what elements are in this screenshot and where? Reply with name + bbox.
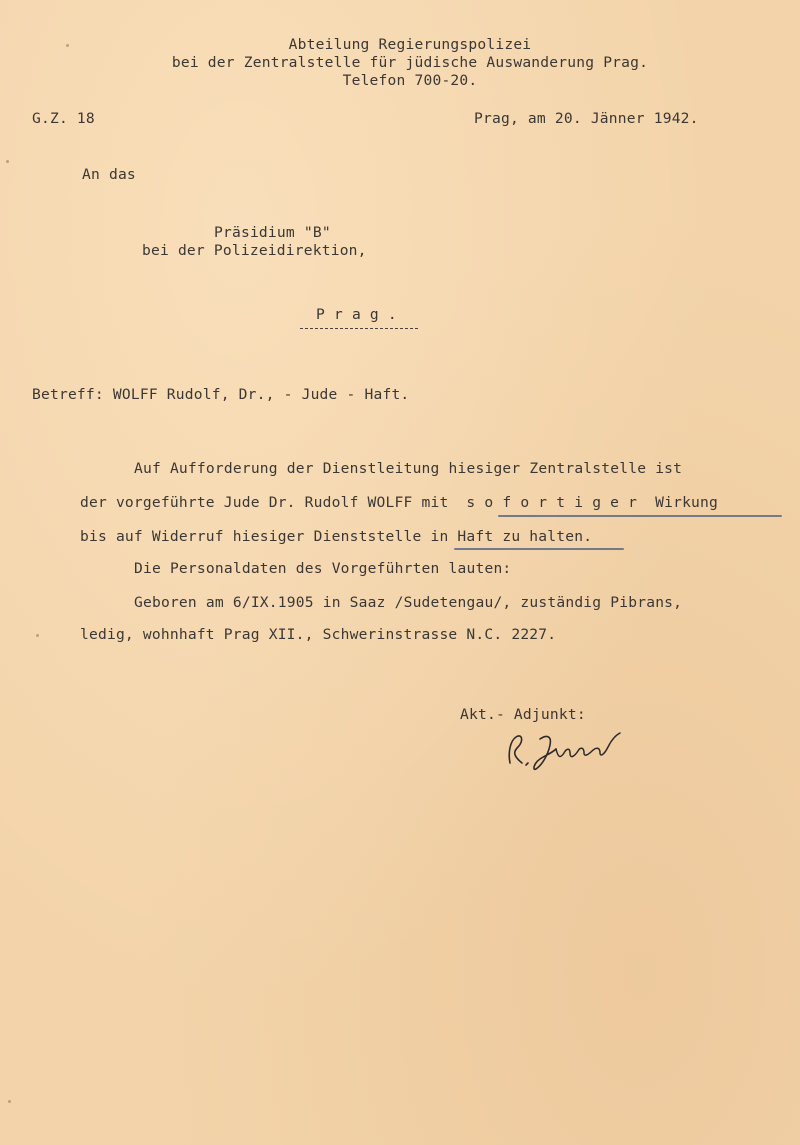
recipient-office: Präsidium "B" (214, 224, 331, 241)
letter-date: Prag, am 20. Jänner 1942. (474, 110, 699, 127)
recipient-city-underline (300, 328, 418, 329)
handwritten-signature (500, 725, 630, 775)
paper-speck (6, 160, 9, 163)
recipient-salutation: An das (82, 166, 136, 183)
signature-title: Akt.- Adjunkt: (460, 706, 586, 723)
body-line-5: Geboren am 6/IX.1905 in Saaz /Sudetengau/, zuständig Pibrans, (134, 594, 683, 611)
body-line-2: der vorgeführte Jude Dr. Rudolf WOLFF mit s o f o r t i g e r Wirkung (80, 494, 719, 511)
recipient-directorate: bei der Polizeidirektion, (142, 242, 367, 259)
recipient-city: P r a g . (316, 306, 397, 323)
subject-line: Betreff: WOLFF Rudolf, Dr., - Jude - Haft. (32, 386, 410, 403)
paper-speck (66, 44, 69, 47)
body-line-3: bis auf Widerruf hiesiger Dienststelle in Haft zu halten. (80, 528, 593, 545)
header-department: Abteilung Regierungspolizei (288, 36, 532, 53)
pencil-underline-detention (454, 548, 624, 550)
pencil-underline-immediate (498, 515, 782, 517)
body-line-1: Auf Aufforderung der Dienstleitung hiesiger Zentralstelle ist (134, 460, 683, 477)
body-line-4: Die Personaldaten des Vorgeführten lauten: (134, 560, 512, 577)
reference-number: G.Z. 18 (32, 110, 95, 127)
body-line-6: ledig, wohnhaft Prag XII., Schwerinstrasse N.C. 2227. (80, 626, 557, 643)
paper-speck (36, 634, 39, 637)
paper-speck (8, 1100, 11, 1103)
header-office: bei der Zentralstelle für jüdische Auswanderung Prag. (171, 54, 649, 71)
header-telephone: Telefon 700-20. (342, 72, 478, 89)
